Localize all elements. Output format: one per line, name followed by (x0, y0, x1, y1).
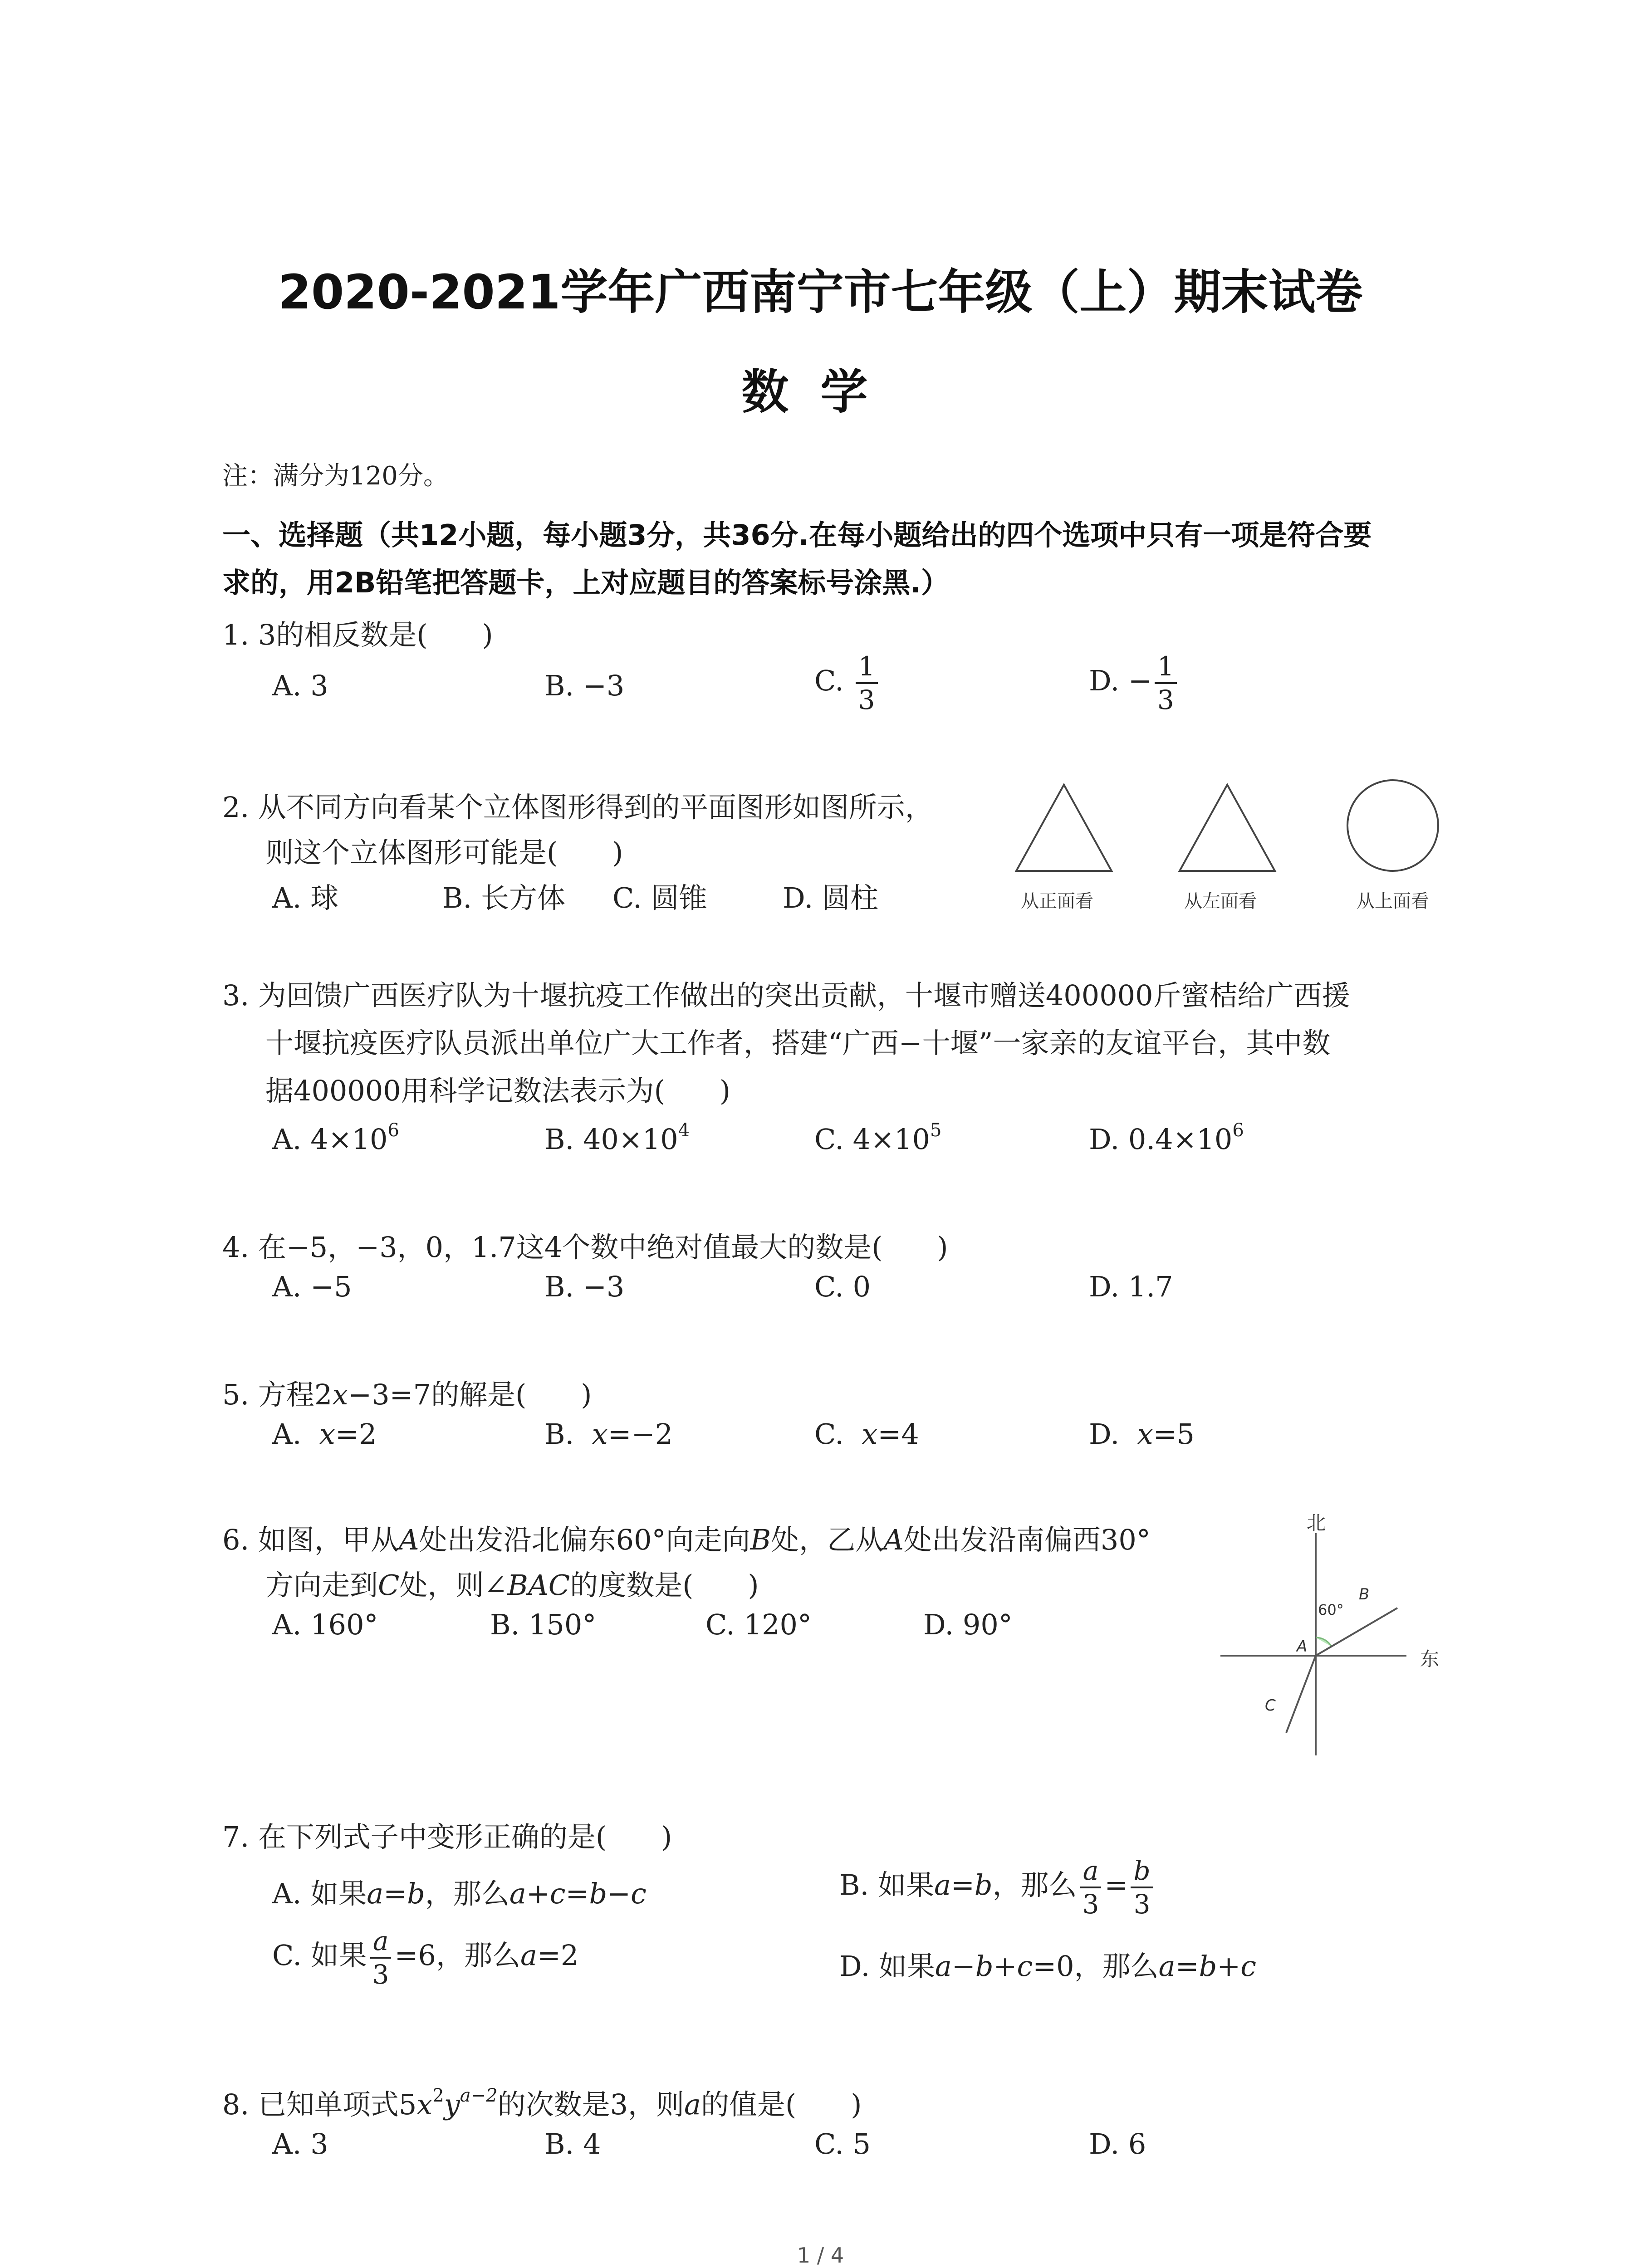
question-3-line2: 十堰抗疫医疗队员派出单位广大工作者，搭建“广西−十堰”一家亲的友谊平台，其中数 (265, 1026, 1331, 1060)
fraction: $\frac{a}{3}$ (1080, 1857, 1102, 1917)
q8-option-a: A. 3 (272, 2127, 328, 2160)
question-4: 4. 在−5，−3，0，1.7这4个数中绝对值最大的数是( ) (222, 1231, 948, 1264)
q2-option-a: A. 球 (272, 881, 339, 914)
q4-option-a: A. −5 (272, 1270, 352, 1303)
q7-option-c: C. 如果 $\frac{a}{3}$ =6，那么a=2 (272, 1926, 579, 1990)
q5-option-a: A. x=2 (272, 1418, 377, 1451)
section-header-line2: 求的，用2B铅笔把答题卡，上对应题目的答案标号涂黑.） (222, 566, 949, 599)
q6-option-b: B. 150° (490, 1608, 597, 1641)
exam-title: 2020-2021学年广西南宁市七年级（上）期末试卷 (278, 264, 1363, 320)
front-view-label: 从正面看 (1021, 891, 1093, 912)
question-2-line2: 则这个立体图形可能是( ) (265, 836, 623, 869)
q6-option-c: C. 120° (705, 1608, 812, 1641)
q5-option-b: B. x=−2 (544, 1418, 673, 1451)
q2-option-d: D. 圆柱 (783, 881, 878, 914)
question-6-line2: 方向走到C处，则∠BAC的度数是( ) (265, 1569, 759, 1602)
exam-subject: 数学 (741, 364, 900, 420)
q6-option-d: D. 90° (923, 1608, 1013, 1641)
question-1: 1. 3的相反数是( ) (222, 618, 493, 651)
q8-option-c: C. 5 (814, 2127, 871, 2160)
q2-option-c: C. 圆锥 (612, 881, 707, 914)
front-view-triangle (1016, 785, 1112, 871)
question-2-line1: 2. 从不同方向看某个立体图形得到的平面图形如图所示， (222, 791, 933, 824)
q3-option-c: C. $4\times 10^5$ (814, 1120, 942, 1156)
top-view-circle (1347, 780, 1438, 871)
question-3-line1: 3. 为回馈广西医疗队为十堰抗疫工作做出的突出贡献，十堰市赠送400000斤蜜桔给广西援 (222, 979, 1350, 1012)
q5-option-d: D. x=5 (1089, 1418, 1195, 1451)
q3-option-b: B. $40\times 10^4$ (544, 1120, 690, 1156)
q1-option-a: A. 3 (272, 669, 328, 702)
direction-diagram (1216, 1510, 1488, 1765)
question-3-line3: 据400000用科学记数法表示为( ) (265, 1074, 731, 1107)
fraction: $\frac{a}{3}$ (370, 1928, 392, 1988)
point-b-label: B (1359, 1585, 1370, 1603)
q1-option-b: B. −3 (544, 669, 625, 702)
q1-option-d: D. − $\frac{1}{3}$ (1089, 653, 1180, 713)
ray-ac (1286, 1656, 1316, 1733)
east-label: 东 (1420, 1648, 1440, 1670)
fraction: $\frac{1}{3}$ (1155, 653, 1177, 713)
q1-option-c: C. $\frac{1}{3}$ (814, 653, 881, 713)
q8-option-d: D. 6 (1089, 2127, 1146, 2160)
section-header-line1: 一、选择题（共12小题，每小题3分，共36分.在每小题给出的四个选项中只有一项是符合要 (222, 518, 1372, 552)
fraction: $\frac{b}{3}$ (1131, 1857, 1153, 1917)
left-view-triangle (1180, 785, 1275, 871)
q4-option-b: B. −3 (544, 1270, 625, 1303)
north-label: 北 (1307, 1512, 1326, 1534)
point-c-label: C (1265, 1696, 1276, 1715)
angle-arc (1316, 1637, 1332, 1647)
q7-option-d: D. 如果a−b+c=0，那么a=b+c (839, 1950, 1256, 1983)
left-view-label: 从左面看 (1184, 891, 1257, 912)
q2-option-b: B. 长方体 (442, 881, 565, 914)
q6-option-a: A. 160° (272, 1608, 378, 1641)
top-view-label: 从上面看 (1357, 891, 1429, 912)
score-note: 注：满分为120分。 (222, 461, 449, 491)
q3-option-a: A. $4\times 10^6$ (272, 1120, 399, 1156)
page-number: 1 / 4 (797, 2243, 844, 2268)
q4-option-d: D. 1.7 (1089, 1270, 1173, 1303)
q7-option-b: B. 如果a=b，那么 $\frac{a}{3}$ = $\frac{b}{3}$ (839, 1857, 1156, 1917)
q8-option-b: B. 4 (544, 2127, 601, 2160)
question-6-line1: 6. 如图，甲从A处出发沿北偏东60°向走向B处，乙从A处出发沿南偏西30° (222, 1523, 1151, 1556)
q3-option-d: D. $0.4\times 10^6$ (1089, 1120, 1244, 1156)
q5-option-c: C. x=4 (814, 1418, 919, 1451)
point-a-label: A (1297, 1637, 1308, 1656)
fraction: $\frac{1}{3}$ (856, 653, 878, 713)
question-7: 7. 在下列式子中变形正确的是( ) (222, 1820, 672, 1853)
question-8: 8. 已知单项式$5x^2y^{a-2}$的次数是3，则a的值是( ) (222, 2085, 862, 2121)
q7-option-a: A. 如果a=b，那么a+c=b−c (272, 1877, 647, 1910)
question-5: 5. 方程2x−3=7的解是( ) (222, 1378, 592, 1411)
q4-option-c: C. 0 (814, 1270, 871, 1303)
angle-label: 60° (1318, 1601, 1344, 1618)
